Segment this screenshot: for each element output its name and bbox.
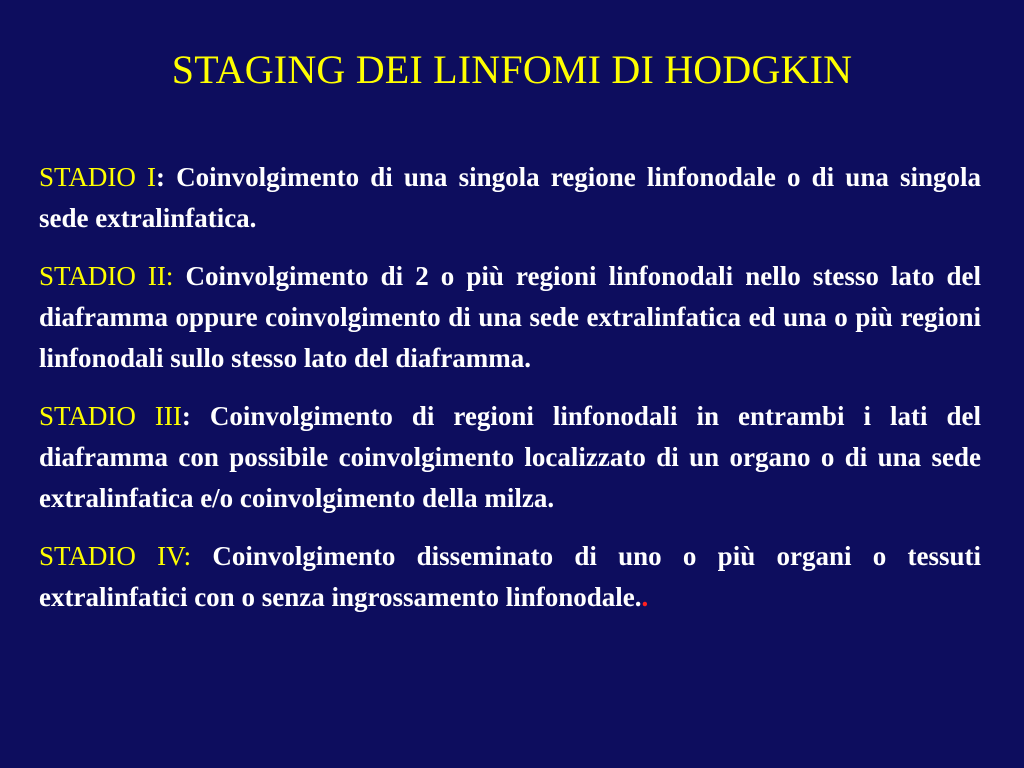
stage-4-paragraph [39,536,981,618]
stage-1-separator: : [155,162,165,192]
stage-4-trailing-dot: . [641,582,649,612]
stage-2-paragraph [39,256,981,379]
stage-3-separator: : [181,401,191,431]
stage-3-text: Coinvolgimento di regioni linfonodali in entrambi i lati del diaframma con possibile coinvolgimento localizzato di un organo o di una sede extralinfatica e/o coinvolgimento della milza. [39,401,982,513]
stage-3-paragraph [39,396,981,519]
stage-2-label: STADIO II: [39,261,174,291]
stage-3-label: STADIO III [39,401,182,431]
stage-1-label: STADIO I [39,162,156,192]
stage-2-text: Coinvolgimento di 2 o più regioni linfonodali nello stesso lato del diaframma oppure coinvolgimento di una sede extralinfatica ed una o più regioni linfonodali sullo stesso lato del diaframma. [39,261,982,373]
stage-1-paragraph [39,157,981,239]
stage-4-text: Coinvolgimento disseminato di uno o più organi o tessuti extralinfatici con o senza ingrossamento linfonodale. [39,541,981,612]
stage-4-label: STADIO IV: [39,541,192,571]
stages-body [39,157,981,635]
stage-1-text: Coinvolgimento di una singola regione linfonodale o di una singola sede extralinfatica. [39,162,981,233]
slide-title: STAGING DEI LINFOMI DI HODGKIN [171,47,853,92]
